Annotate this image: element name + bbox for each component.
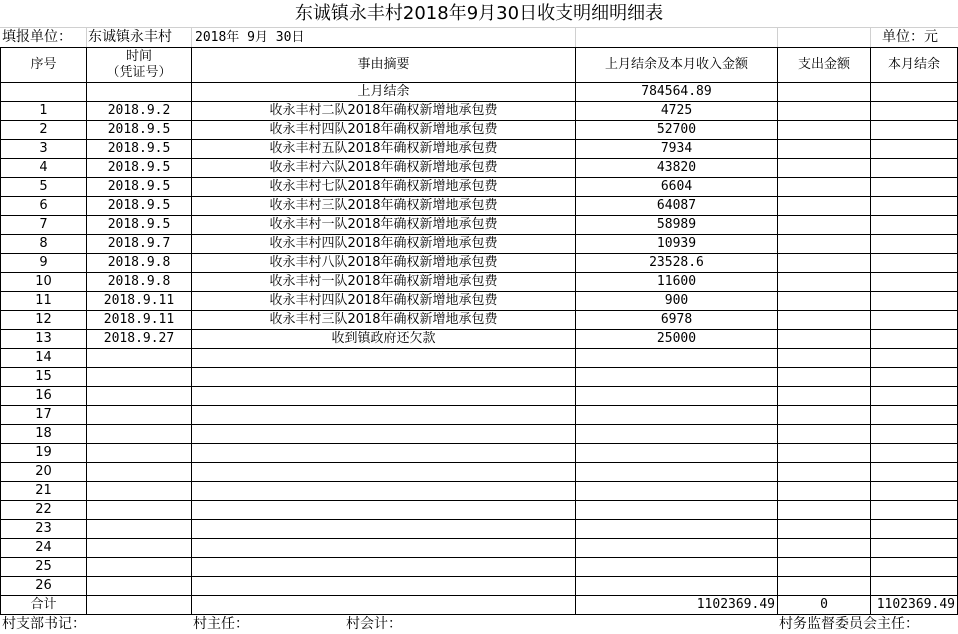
table-row (1, 273, 958, 292)
cell-description (192, 558, 576, 577)
cell-income (576, 406, 778, 425)
opening-balance-label: 上月结余 (192, 83, 576, 102)
cell-date: 2018.9.27 (87, 330, 192, 349)
supervisor-label: 村务监督委员会主任： (779, 616, 919, 632)
cell-income (576, 463, 778, 482)
cell-seq: 5 (1, 178, 87, 197)
cell-date: 2018.9.5 (87, 216, 192, 235)
cell-balance (871, 577, 958, 596)
table-row (1, 387, 958, 406)
cell-date: 2018.9.5 (87, 140, 192, 159)
director-label: 村主任： (193, 616, 249, 632)
cell-date: 2018.9.7 (87, 235, 192, 254)
table-row (1, 235, 958, 254)
table-row (1, 520, 958, 539)
cell-description: 收永丰村六队2018年确权新增地承包费 (192, 159, 576, 178)
cell-seq: 13 (1, 330, 87, 349)
cell-balance (871, 501, 958, 520)
cell-balance (871, 178, 958, 197)
cell-balance (871, 349, 958, 368)
cell-balance (871, 197, 958, 216)
cell-description (192, 406, 576, 425)
cell-balance (871, 311, 958, 330)
cell-expense (778, 501, 871, 520)
cell-balance (871, 425, 958, 444)
total-income: 1102369.49 (576, 596, 778, 615)
cell-description (192, 349, 576, 368)
cell-expense (778, 254, 871, 273)
cell-expense (778, 482, 871, 501)
cell-description (192, 425, 576, 444)
cell-date: 2018.9.5 (87, 121, 192, 140)
reporting-unit-value: 东诚镇永丰村 (88, 29, 172, 45)
header-summary: 事由摘要 (192, 48, 576, 83)
cell-date (87, 577, 192, 596)
cell-seq: 7 (1, 216, 87, 235)
cell-date (87, 425, 192, 444)
cell-income (576, 444, 778, 463)
table-row (1, 425, 958, 444)
cell-description (192, 368, 576, 387)
cell-income (576, 387, 778, 406)
table-row (1, 197, 958, 216)
cell-divider (86, 28, 87, 47)
cell-expense (778, 406, 871, 425)
cell-expense (778, 273, 871, 292)
cell-income (576, 539, 778, 558)
table-row (1, 577, 958, 596)
cell-expense (778, 330, 871, 349)
cell-income: 23528.6 (576, 254, 778, 273)
cell-description: 收永丰村二队2018年确权新增地承包费 (192, 102, 576, 121)
opening-balance-row (1, 83, 958, 102)
table-row (1, 216, 958, 235)
cell-balance (871, 216, 958, 235)
cell-balance (871, 387, 958, 406)
cell-seq: 1 (1, 102, 87, 121)
cell-date (87, 406, 192, 425)
cell-seq: 25 (1, 558, 87, 577)
header-time-line2: （凭证号） (106, 65, 172, 80)
cell-seq: 6 (1, 197, 87, 216)
cell-income (576, 349, 778, 368)
cell-description: 收永丰村三队2018年确权新增地承包费 (192, 311, 576, 330)
cell-balance (871, 159, 958, 178)
cell-balance (871, 102, 958, 121)
cell-balance (871, 463, 958, 482)
cell-date (87, 501, 192, 520)
cell-seq: 11 (1, 292, 87, 311)
table-row (1, 558, 958, 577)
cell-divider (575, 28, 576, 47)
cell-date (87, 520, 192, 539)
header-seq: 序号 (1, 48, 87, 83)
cell-date: 2018.9.11 (87, 311, 192, 330)
cell-income: 52700 (576, 121, 778, 140)
table-row (1, 444, 958, 463)
cell-description (192, 463, 576, 482)
cell-income: 6978 (576, 311, 778, 330)
cell-description: 收永丰村一队2018年确权新增地承包费 (192, 273, 576, 292)
table-row (1, 330, 958, 349)
cell-income (576, 368, 778, 387)
cell-expense (778, 387, 871, 406)
cell-seq: 22 (1, 501, 87, 520)
cell-seq: 10 (1, 273, 87, 292)
table-row (1, 349, 958, 368)
cell-date (87, 539, 192, 558)
opening-balance-amount: 784564.89 (576, 83, 778, 102)
cell-income (576, 425, 778, 444)
cell-description: 收到镇政府还欠款 (192, 330, 576, 349)
sheet-title: 东诚镇永丰村2018年9月30日收支明细明细表 (0, 0, 958, 28)
cell-divider (191, 28, 192, 47)
cell-description (192, 387, 576, 406)
cell-description: 收永丰村四队2018年确权新增地承包费 (192, 121, 576, 140)
cell-seq: 24 (1, 539, 87, 558)
cell-date: 2018.9.5 (87, 197, 192, 216)
cell-balance (871, 83, 958, 102)
cell-expense (778, 558, 871, 577)
table-row (1, 140, 958, 159)
table-row (1, 254, 958, 273)
cell-description (192, 596, 576, 615)
cell-date (87, 463, 192, 482)
table-row (1, 178, 958, 197)
cell-income: 25000 (576, 330, 778, 349)
cell-description: 收永丰村七队2018年确权新增地承包费 (192, 178, 576, 197)
total-balance: 1102369.49 (871, 596, 958, 615)
cell-balance (871, 254, 958, 273)
cell-income: 4725 (576, 102, 778, 121)
cell-income: 11600 (576, 273, 778, 292)
cell-balance (871, 121, 958, 140)
cell-seq: 12 (1, 311, 87, 330)
table-row (1, 501, 958, 520)
cell-income (576, 482, 778, 501)
cell-date: 2018.9.11 (87, 292, 192, 311)
table-row (1, 482, 958, 501)
cell-income (576, 501, 778, 520)
cell-description: 收永丰村三队2018年确权新增地承包费 (192, 197, 576, 216)
cell-date (87, 83, 192, 102)
cell-balance (871, 406, 958, 425)
cell-income: 58989 (576, 216, 778, 235)
cell-expense (778, 368, 871, 387)
cell-balance (871, 539, 958, 558)
cell-income: 64087 (576, 197, 778, 216)
cell-balance (871, 235, 958, 254)
cell-seq: 15 (1, 368, 87, 387)
cell-balance (871, 140, 958, 159)
cell-description (192, 501, 576, 520)
cell-expense (778, 197, 871, 216)
cell-expense (778, 463, 871, 482)
table-row (1, 292, 958, 311)
cell-income: 900 (576, 292, 778, 311)
cell-seq: 9 (1, 254, 87, 273)
header-time-line1: 时间 (125, 49, 152, 64)
total-expense: 0 (778, 596, 871, 615)
cell-description: 收永丰村四队2018年确权新增地承包费 (192, 292, 576, 311)
cell-seq: 16 (1, 387, 87, 406)
cell-expense (778, 178, 871, 197)
reporting-unit-label: 填报单位： (2, 29, 72, 45)
total-label: 合计 (1, 596, 87, 615)
cell-seq (1, 83, 87, 102)
total-row (1, 596, 958, 615)
signature-row (0, 614, 958, 634)
cell-balance (871, 273, 958, 292)
cell-date (87, 368, 192, 387)
cell-seq: 4 (1, 159, 87, 178)
cell-income: 10939 (576, 235, 778, 254)
cell-seq: 14 (1, 349, 87, 368)
cell-description (192, 444, 576, 463)
cell-balance (871, 520, 958, 539)
table-row (1, 159, 958, 178)
header-income: 上月结余及本月收入金额 (576, 48, 778, 83)
cell-balance (871, 444, 958, 463)
table-row (1, 463, 958, 482)
cell-expense (778, 140, 871, 159)
table-row (1, 121, 958, 140)
cell-balance (871, 558, 958, 577)
cell-description: 收永丰村一队2018年确权新增地承包费 (192, 216, 576, 235)
table-row (1, 102, 958, 121)
cell-income (576, 577, 778, 596)
cell-balance (871, 368, 958, 387)
cell-divider (777, 28, 778, 47)
cell-date (87, 558, 192, 577)
cell-seq: 20 (1, 463, 87, 482)
cell-expense (778, 349, 871, 368)
cell-seq: 21 (1, 482, 87, 501)
cell-date: 2018.9.8 (87, 254, 192, 273)
cell-expense (778, 235, 871, 254)
cell-expense (778, 539, 871, 558)
table-row (1, 368, 958, 387)
cell-date (87, 444, 192, 463)
cell-seq: 17 (1, 406, 87, 425)
currency-unit: 单位：元 (882, 29, 938, 45)
cell-seq: 26 (1, 577, 87, 596)
cell-balance (871, 330, 958, 349)
cell-date (87, 349, 192, 368)
cell-expense (778, 425, 871, 444)
accountant-label: 村会计： (346, 616, 402, 632)
cell-description (192, 520, 576, 539)
cell-balance (871, 482, 958, 501)
cell-date (87, 596, 192, 615)
cell-date: 2018.9.5 (87, 178, 192, 197)
cell-date (87, 482, 192, 501)
cell-expense (778, 292, 871, 311)
cell-date: 2018.9.5 (87, 159, 192, 178)
header-time (87, 48, 192, 83)
cell-description: 收永丰村四队2018年确权新增地承包费 (192, 235, 576, 254)
cell-date: 2018.9.2 (87, 102, 192, 121)
ledger-table (0, 47, 958, 615)
report-date: 2018年 9月 30日 (195, 30, 305, 45)
cell-description: 收永丰村八队2018年确权新增地承包费 (192, 254, 576, 273)
header-balance: 本月结余 (871, 48, 958, 83)
header-expense: 支出金额 (778, 48, 871, 83)
cell-expense (778, 444, 871, 463)
table-row (1, 539, 958, 558)
cell-seq: 3 (1, 140, 87, 159)
cell-description (192, 482, 576, 501)
cell-expense (778, 121, 871, 140)
cell-income (576, 520, 778, 539)
secretary-label: 村支部书记： (2, 616, 86, 632)
cell-income (576, 558, 778, 577)
table-row (1, 406, 958, 425)
cell-description (192, 539, 576, 558)
header-row (1, 48, 958, 83)
cell-income: 43820 (576, 159, 778, 178)
cell-divider (870, 28, 871, 47)
cell-expense (778, 102, 871, 121)
cell-seq: 19 (1, 444, 87, 463)
cell-date: 2018.9.8 (87, 273, 192, 292)
cell-description (192, 577, 576, 596)
cell-seq: 8 (1, 235, 87, 254)
cell-expense (778, 159, 871, 178)
table-row (1, 311, 958, 330)
cell-balance (871, 292, 958, 311)
info-row (0, 28, 958, 47)
cell-income: 7934 (576, 140, 778, 159)
cell-seq: 23 (1, 520, 87, 539)
cell-expense (778, 216, 871, 235)
cell-seq: 2 (1, 121, 87, 140)
cell-expense (778, 83, 871, 102)
cell-description: 收永丰村五队2018年确权新增地承包费 (192, 140, 576, 159)
cell-expense (778, 577, 871, 596)
cell-expense (778, 520, 871, 539)
cell-expense (778, 311, 871, 330)
cell-seq: 18 (1, 425, 87, 444)
cell-date (87, 387, 192, 406)
cell-income: 6604 (576, 178, 778, 197)
